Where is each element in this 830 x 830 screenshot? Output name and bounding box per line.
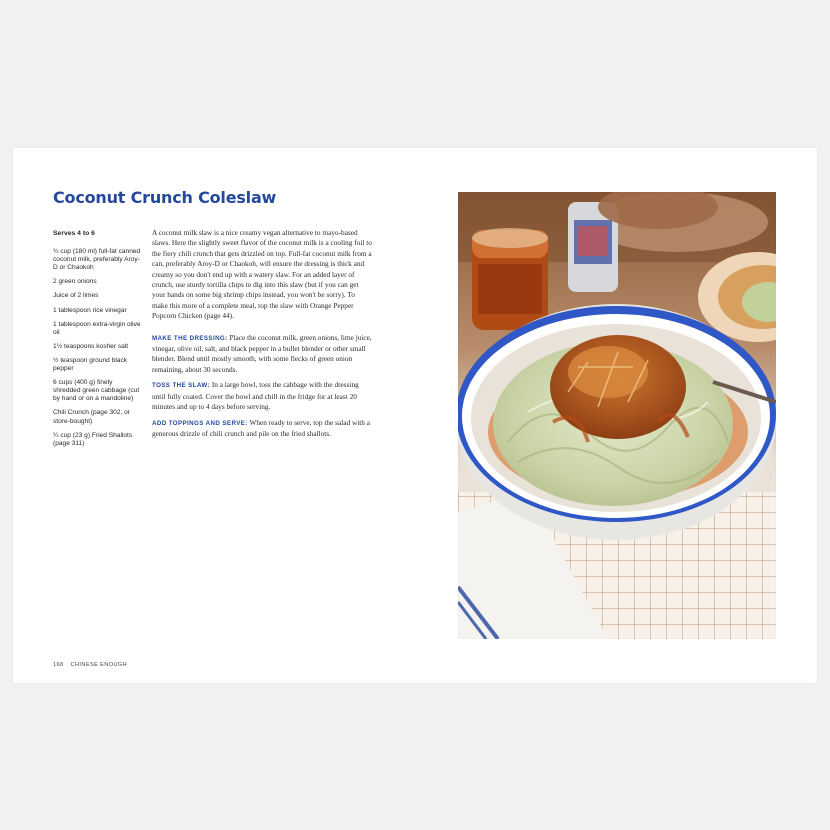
ingredient-item: Juice of 2 limes [53, 292, 99, 300]
step-text: In a large bowl, toss the cabbage with the dressing until fully coated. Cover the bowl and chill in the fridge for at least 20 minutes and up to 4 days before serving. [152, 380, 359, 412]
step-text: Place the coconut milk, green onions, lime juice, vinegar, olive oil, salt, and black pepper in a bullet blender or other small blender. Blend until mostly smooth, with some flecks of green onion remaining, about 30 seconds. [152, 332, 372, 374]
page-footer [53, 662, 134, 668]
method-step [152, 380, 372, 412]
ingredient-item: 1½ teaspoons kosher salt [53, 342, 129, 350]
method-step [152, 333, 372, 376]
step-label: TOSS THE SLAW: [152, 382, 210, 390]
method-step [152, 418, 372, 440]
ingredient-item: ¾ cup (180 ml) full-fat canned coconut milk, preferably Aroy-D or Chaokoh [53, 248, 141, 272]
ingredient-item: ½ teaspoon ground black pepper [53, 356, 128, 373]
ingredient-item: 6 cups (400 g) finely shredded green cabbage (cut by hand or on a mandoline) [53, 379, 140, 403]
book-spread-page [13, 148, 817, 683]
page-number: 168 [53, 662, 64, 668]
serves-label: Serves 4 to 6 [53, 230, 95, 237]
book-title: CHINESE ENOUGH [70, 662, 128, 668]
ingredient-item: 2 green onions [53, 278, 97, 286]
ingredient-item: Chili Crunch (page 302, or store-bought) [53, 409, 130, 425]
recipe-photo [458, 192, 776, 639]
ingredient-item: 1 tablespoon rice vinegar [53, 306, 127, 314]
step-label: MAKE THE DRESSING: [152, 334, 228, 342]
ingredients-list [53, 230, 141, 454]
recipe-body [152, 228, 372, 444]
ingredient-item: ¼ cup (23 g) Fried Shallots (page 311) [53, 431, 133, 447]
ingredient-item: 1 tablespoon extra-virgin olive oil [53, 320, 141, 336]
recipe-title: Coconut Crunch Coleslaw [53, 188, 277, 207]
recipe-intro: A coconut milk slaw is a nice creamy vegan alternative to mayo-based slaws. Here the slightly sweet flavor of the coconut milk is a cooling foil to the fiery chili crunch that gets drizzled on top. Full-fat coconut milk from a can, preferably Aroy-D or Chaokoh, will ensure the dressing is thick and creamy so you don't end up with a watery slaw. For an added layer of crunch, use sturdy tortilla chips to dig into this slaw (but if you can get your hands on some big shrimp chips instead, you won't be sorry). To make this more of a complete meal, top the slaw with Orange Pepper Popcorn Chicken (page 44). [152, 228, 372, 321]
step-label: ADD TOPPINGS AND SERVE: [152, 419, 248, 427]
step-text: When ready to serve, top the salad with a generous drizzle of chili crunch and pile on the fried shallots. [152, 417, 370, 438]
